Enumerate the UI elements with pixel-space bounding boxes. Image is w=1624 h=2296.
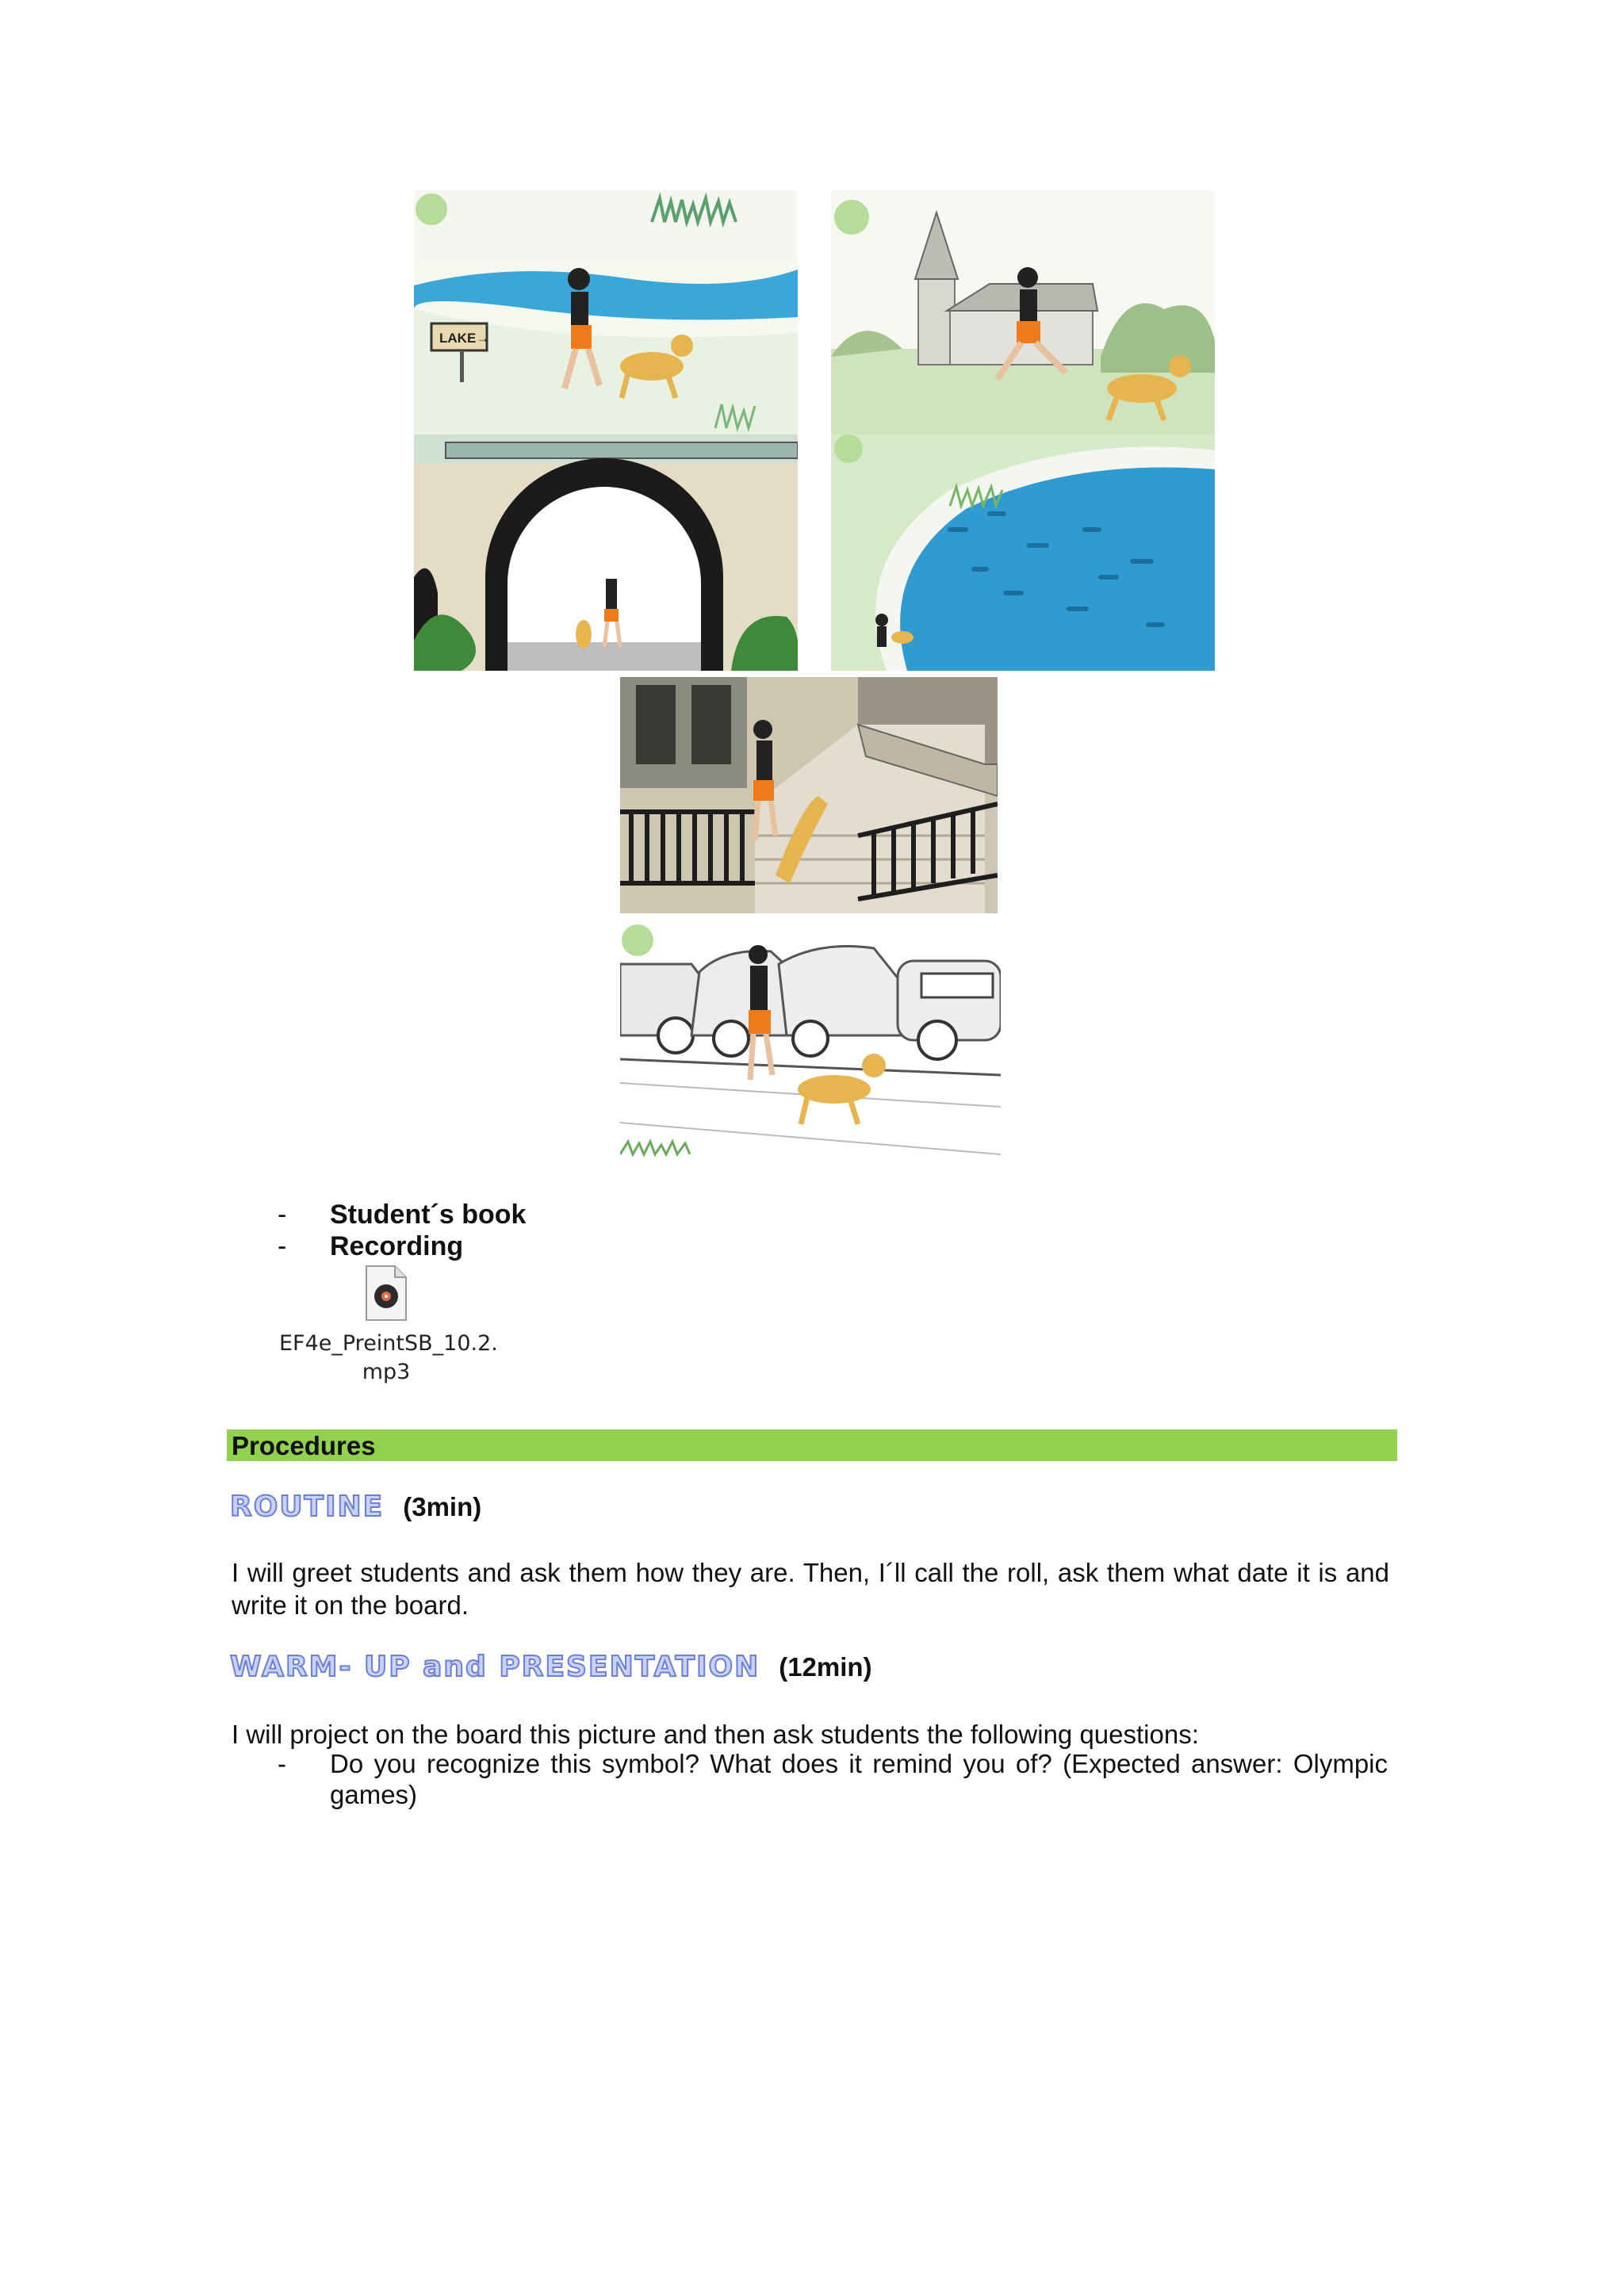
procedures-bar [227, 1429, 1397, 1461]
list-dash: - [278, 1231, 287, 1261]
list-dash: - [278, 1749, 286, 1778]
materials-list [278, 1199, 526, 1262]
list-dash: - [278, 1200, 287, 1230]
list-item [278, 1230, 526, 1262]
procedures-label: Procedures [232, 1431, 376, 1460]
warmup-time: (12min) [779, 1652, 872, 1682]
audio-file-icon[interactable] [365, 1265, 408, 1322]
material-students-book: Student´s book [330, 1200, 527, 1230]
warmup-question: Do you recognize this symbol? What does it remind you of? (Expected answer: Olympic games) [330, 1749, 1388, 1809]
warmup-title: WARM- UP and PRESENTATION [230, 1651, 760, 1683]
routine-time: (3min) [403, 1492, 482, 1521]
illustration-bridge-tunnel [414, 434, 798, 671]
illustration-lake-path [414, 190, 798, 434]
routine-title: ROUTINE [230, 1490, 385, 1523]
routine-text: I will greet students and ask them how they are. Then, I´ll call the roll, ask them what date it is and write it on the board. [232, 1558, 1389, 1620]
illustration-lake-pond [831, 434, 1215, 671]
audio-file-name[interactable]: EF4e_PreintSB_10.2. mp3 [279, 1331, 498, 1384]
illustration-steps [620, 677, 998, 913]
list-item [278, 1748, 1388, 1810]
warmup-text: I will project on the board this picture and then ask students the following questions: [232, 1720, 1199, 1749]
illustration-church [831, 190, 1215, 434]
lake-sign-text: LAKE→ [439, 331, 490, 346]
illustration-street-cars [620, 916, 1001, 1167]
list-item [278, 1199, 526, 1230]
material-recording: Recording [330, 1231, 464, 1261]
audio-attachment[interactable] [279, 1265, 498, 1387]
warmup-heading [230, 1651, 872, 1683]
routine-heading [230, 1490, 481, 1523]
